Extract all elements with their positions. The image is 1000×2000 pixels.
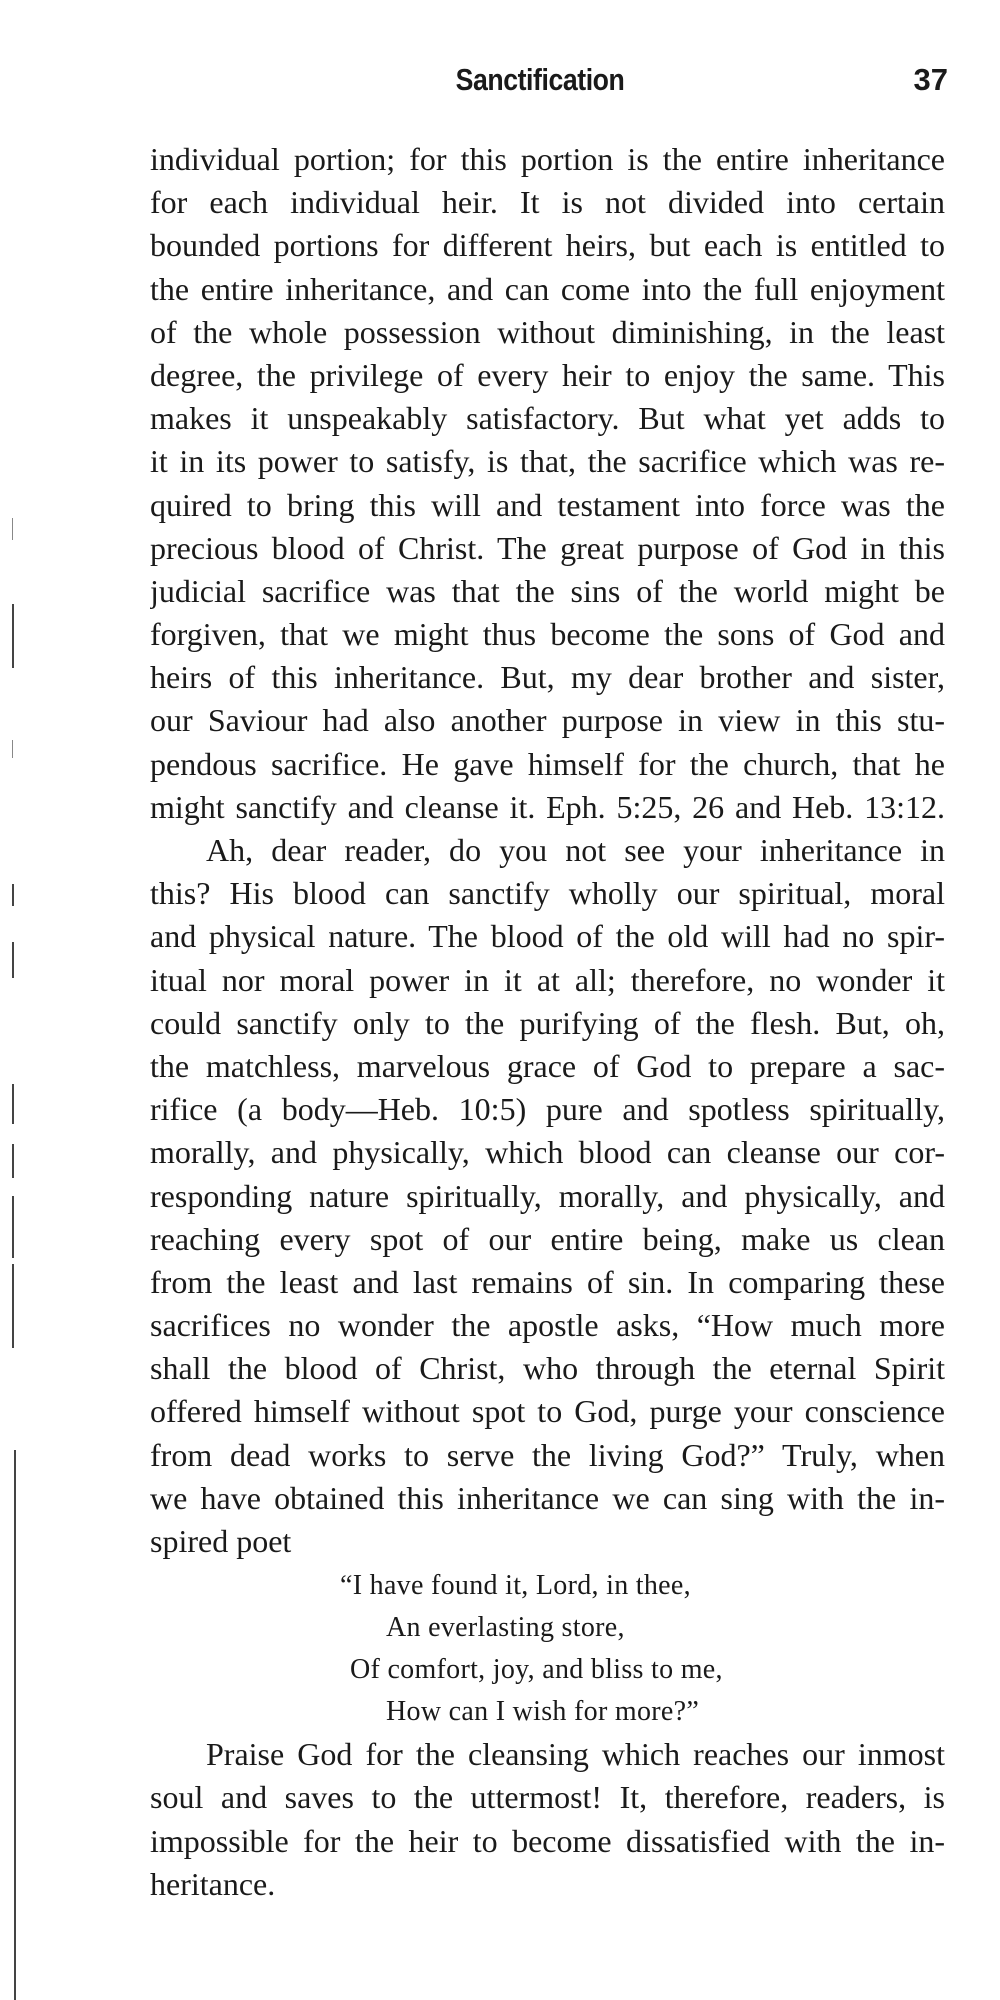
- text-line: quired to bring this will and testament into force was the: [150, 486, 945, 523]
- text-line: sacrifices no wonder the apostle asks, “How much more: [150, 1307, 945, 1344]
- text-line: from dead works to serve the living God?” Truly, when: [150, 1436, 945, 1473]
- text-line: offered himself without spot to God, purge your conscience: [150, 1393, 945, 1430]
- margin-mark: [12, 942, 14, 978]
- paragraph-2: [150, 829, 945, 1563]
- margin-mark: [12, 884, 14, 906]
- body-text: [150, 138, 945, 1906]
- text-line: degree, the privilege of every heir to enjoy the same. This: [150, 356, 945, 393]
- text-line: rifice (a body—Heb. 10:5) pure and spotless spiritually,: [150, 1091, 945, 1128]
- margin-mark: [12, 604, 14, 668]
- text-line: this? His blood can sanctify wholly our spiritual, moral: [150, 875, 945, 912]
- text-line: bounded portions for different heirs, but each is entitled to: [150, 227, 945, 264]
- text-line: might sanctify and cleanse it. Eph. 5:25, 26 and Heb. 13:12.: [150, 788, 945, 825]
- verse-line: Of comfort, joy, and bliss to me,: [350, 1654, 723, 1686]
- verse-block: [150, 1563, 945, 1731]
- text-line: spired poet: [150, 1523, 292, 1559]
- paragraph-1: [150, 138, 945, 829]
- page-number: 37: [913, 62, 948, 97]
- verse-line: An everlasting store,: [386, 1612, 625, 1644]
- margin-mark: [14, 1450, 16, 2000]
- text-line: individual portion; for this portion is the entire inheritance: [150, 141, 945, 177]
- text-line: morally, and physically, which blood can cleanse our cor-: [150, 1134, 945, 1171]
- text-line: for each individual heir. It is not divided into certain: [150, 184, 945, 221]
- running-head: [140, 62, 948, 112]
- margin-mark: [12, 1264, 14, 1348]
- text-line: shall the blood of Christ, who through the eternal Spirit: [150, 1350, 945, 1387]
- text-line: of the whole possession without diminishing, in the least: [150, 313, 945, 350]
- text-line: soul and saves to the uttermost! It, therefore, readers, is: [150, 1779, 945, 1816]
- text-line: it in its power to satisfy, is that, the sacrifice which was re-: [150, 443, 945, 480]
- verse-line: How can I wish for more?”: [386, 1696, 700, 1728]
- text-line: heirs of this inheritance. But, my dear brother and sister,: [150, 659, 945, 696]
- text-line: reaching every spot of our entire being, make us clean: [150, 1220, 945, 1257]
- text-line: makes it unspeakably satisfactory. But what yet adds to: [150, 400, 945, 437]
- text-line: heritance.: [150, 1865, 276, 1902]
- chapter-title: Sanctification: [455, 62, 625, 97]
- text-line: from the least and last remains of sin. In comparing these: [150, 1263, 945, 1300]
- text-line: Praise God for the cleansing which reaches our inmost: [206, 1736, 945, 1773]
- text-line: could sanctify only to the purifying of the flesh. But, oh,: [150, 1004, 945, 1041]
- text-line: and physical nature. The blood of the old will had no spir-: [150, 918, 945, 955]
- paragraph-3: [150, 1733, 945, 1906]
- text-line: itual nor moral power in it at all; therefore, no wonder it: [150, 961, 945, 998]
- text-line: we have obtained this inheritance we can sing with the in-: [150, 1479, 945, 1516]
- margin-mark: [12, 1196, 14, 1258]
- text-line: impossible for the heir to become dissatisfied with the in-: [150, 1822, 945, 1859]
- margin-mark: [12, 518, 13, 540]
- text-line: forgiven, that we might thus become the sons of God and: [150, 616, 945, 653]
- verse-line: “I have found it, Lord, in thee,: [340, 1570, 691, 1602]
- text-line: judicial sacrifice was that the sins of the world might be: [150, 572, 945, 609]
- margin-mark: [12, 1144, 14, 1178]
- text-line: our Saviour had also another purpose in view in this stu-: [150, 702, 945, 739]
- text-line: the entire inheritance, and can come into the full enjoyment: [150, 270, 945, 307]
- text-line: Ah, dear reader, do you not see your inheritance in: [206, 832, 945, 868]
- margin-mark: [12, 740, 13, 758]
- text-line: the matchless, marvelous grace of God to prepare a sac-: [150, 1047, 945, 1084]
- margin-mark: [12, 1084, 14, 1124]
- text-line: pendous sacrifice. He gave himself for the church, that he: [150, 745, 945, 782]
- text-line: precious blood of Christ. The great purpose of God in this: [150, 529, 945, 566]
- text-line: responding nature spiritually, morally, and physically, and: [150, 1177, 945, 1214]
